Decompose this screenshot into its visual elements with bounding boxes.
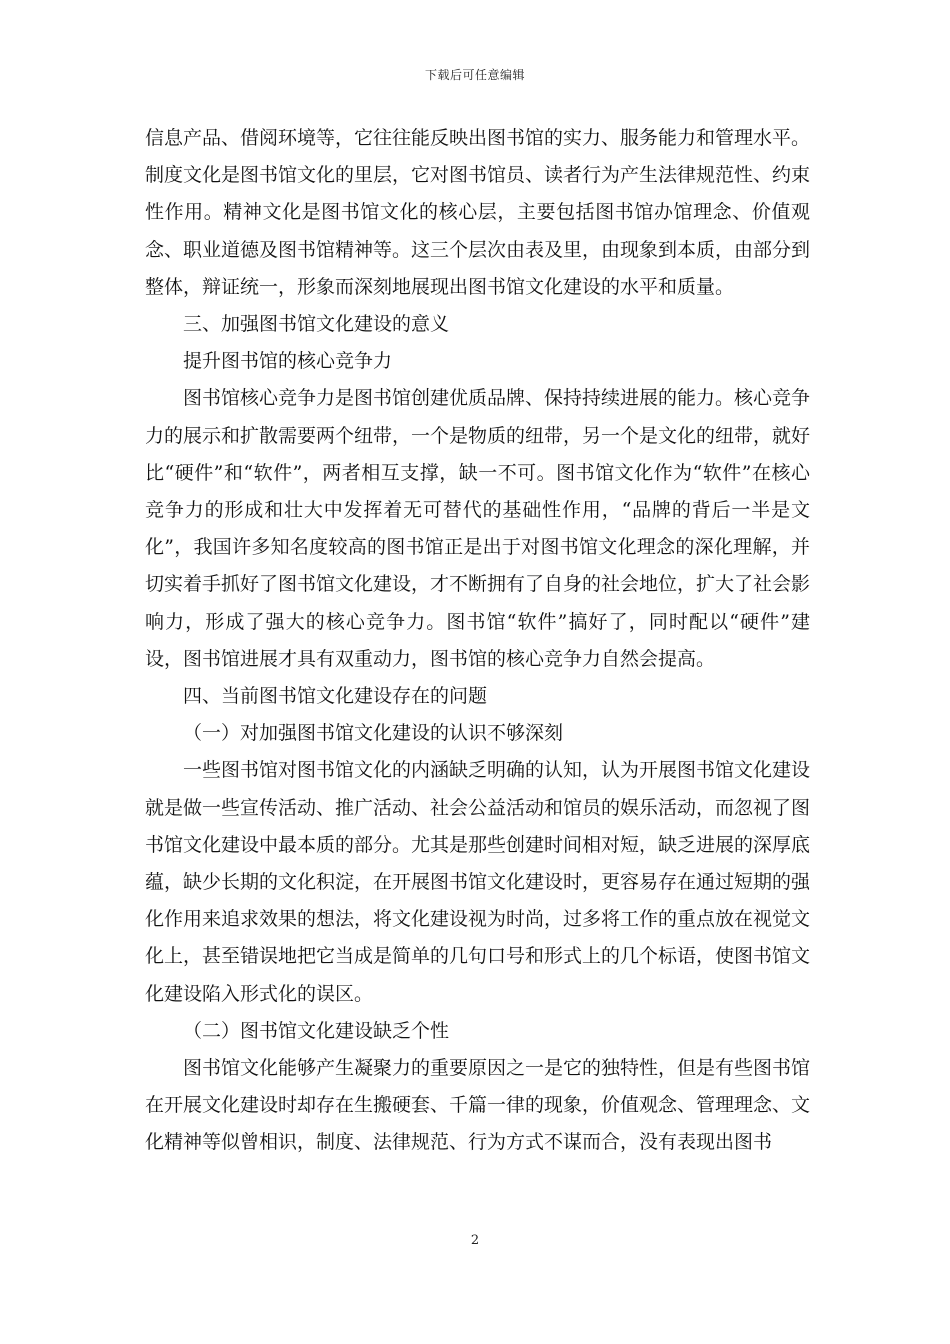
subheading-awareness: （一）对加强图书馆文化建设的认识不够深刻 xyxy=(183,722,564,745)
page-header: 下载后可任意编辑 xyxy=(424,68,525,82)
subheading-core-competitiveness: 提升图书馆的核心竞争力 xyxy=(183,350,393,373)
document-body xyxy=(145,120,810,1162)
paragraph-core-competitiveness: 图书馆核心竞争力是图书馆创建优质品牌、保持持续进展的能力。核心竞争力的展示和扩散需要两个纽带，一个是物质的纽带，另一个是文化的纽带，就好比“硬件”和“软件”，两者相互支撑，缺一不可。图书馆文化作为“软件”在核心竞争力的形成和壮大中发挥着无可替代的基础性作用，“品牌的背后一半是文化”，我国许多知名度较高的图书馆正是出于对图书馆文化理念的深化理解，并切实着手抓好了图书馆文化建设，才不断拥有了自身的社会地位，扩大了社会影响力，形成了强大的核心竞争力。图书馆“软件”搞好了，同时配以“硬件”建设，图书馆进展才具有双重动力，图书馆的核心竞争力自然会提高。 xyxy=(145,387,811,670)
subheading-individuality: （二）图书馆文化建设缺乏个性 xyxy=(183,1019,450,1042)
section-heading-significance: 三、加强图书馆文化建设的意义 xyxy=(183,313,450,336)
paragraph-layer-description: 信息产品、借阅环境等，它往往能反映出图书馆的实力、服务能力和管理水平。制度文化是图书馆文化的里层，它对图书馆员、读者行为产生法律规范性、约束性作用。精神文化是图书馆文化的核心层，主要包括图书馆办馆理念、价值观念、职业道德及图书馆精神等。这三个层次由表及里，由现象到本质，由部分到整体，辩证统一，形象而深刻地展现出图书馆文化建设的水平和质量。 xyxy=(145,127,811,298)
page-number: 2 xyxy=(470,1233,480,1248)
paragraph-individuality: 图书馆文化能够产生凝聚力的重要原因之一是它的独特性，但是有些图书馆在开展文化建设时却存在生搬硬套、千篇一律的现象，价值观念、管理理念、文化精神等似曾相识，制度、法律规范、行为方式不谋而合，没有表现出图书 xyxy=(145,1057,811,1154)
paragraph-awareness: 一些图书馆对图书馆文化的内涵缺乏明确的认知，认为开展图书馆文化建设就是做一些宣传活动、推广活动、社会公益活动和馆员的娱乐活动，而忽视了图书馆文化建设中最本质的部分。尤其是那些创建时间相对短，缺乏进展的深厚底蕴，缺少长期的文化积淀，在开展图书馆文化建设时，更容易存在通过短期的强化作用来追求效果的想法，将文化建设视为时尚，过多将工作的重点放在视觉文化上，甚至错误地把它当成是简单的几句口号和形式上的几个标语，使图书馆文化建设陷入形式化的误区。 xyxy=(145,759,811,1005)
section-heading-problems: 四、当前图书馆文化建设存在的问题 xyxy=(183,685,488,708)
